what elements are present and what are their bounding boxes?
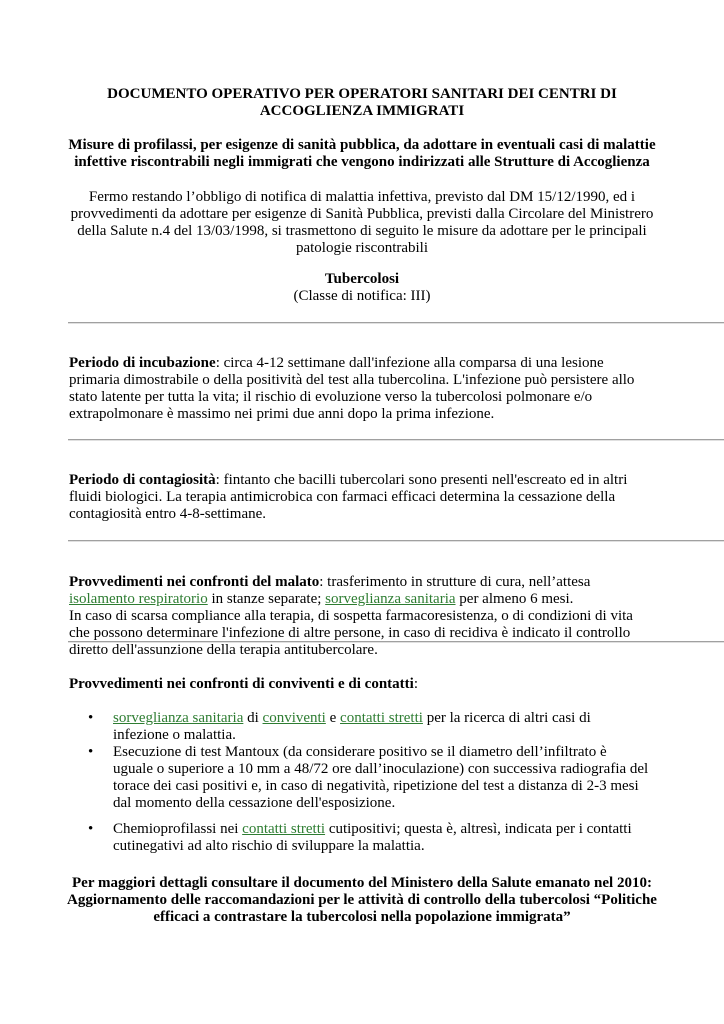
list-item-text: per la ricerca di altri casi di infezione o malattia. <box>113 710 591 743</box>
bullet-icon: • <box>88 744 94 760</box>
list-item <box>69 710 649 744</box>
patient-text: in stanze separate; <box>207 591 326 607</box>
surveillance-link[interactable]: sorveglianza sanitaria <box>113 710 244 726</box>
notification-class: (Classe di notifica: III) <box>293 288 431 304</box>
contagion-text: : fintanto che bacilli tubercolari sono presenti nell'escreato ed in altri fluidi biologici. La terapia antimicrobica con farmaci efficaci determina la cessazione della contagiosità entro 4-8-settimane. <box>69 472 628 522</box>
disease-heading <box>60 271 664 305</box>
contagion-paragraph <box>69 472 649 523</box>
isolation-link[interactable]: isolamento respiratorio <box>69 591 208 607</box>
intro-paragraph: Fermo restando l’obbligo di notifica di malattia infettiva, previsto dal DM 15/12/1990, ed i provvedimenti da adottare per esigenze di Sanità Pubblica, previsti dalla Circolare del Ministrero della Salute n.4 del 13/03/1998, si trasmettono di seguito le misure da adottare per le principali patologie riscontrabili <box>70 189 654 256</box>
bullet-icon: • <box>88 821 94 837</box>
incubation-label: Periodo di incubazione <box>69 355 216 371</box>
disease-name: Tubercolosi <box>324 271 400 287</box>
divider <box>68 540 724 542</box>
close-contacts-link[interactable]: contatti stretti <box>242 821 326 837</box>
list-item-text: e <box>325 710 341 726</box>
list-item <box>69 821 649 855</box>
document-subtitle: Misure di profilassi, per esigenze di sanità pubblica, da adottare in eventuali casi di malattie infettive riscontrabili negli immigrati che vengono indirizzati alle Strutture di Accoglienza <box>68 137 656 170</box>
list-item <box>69 744 649 812</box>
divider <box>68 641 724 643</box>
divider <box>68 439 724 441</box>
divider <box>68 322 724 324</box>
patient-text: per almeno 6 mesi. <box>455 591 574 607</box>
cohabitants-link[interactable]: conviventi <box>262 710 326 726</box>
patient-text: : trasferimento in strutture di cura, nell’attesa <box>319 574 591 590</box>
bullet-icon: • <box>88 710 94 726</box>
contacts-heading <box>69 676 649 693</box>
incubation-text: : circa 4-12 settimane dall'infezione alla comparsa di una lesione primaria dimostrabile o della positività del test alla tubercolina. L'infezione può persistere allo stato latente per tutta la vita; il rischio di evoluzione verso la tubercolosi polmonare e/o extrapolmonare è massimo nei primi due anni dopo la prima infezione. <box>69 355 635 422</box>
list-item-text: cutipositivi; questa è, altresì, indicata per i contatti cutinegativi ad alto rischio di sviluppare la malattia. <box>113 821 632 854</box>
contagion-label: Periodo di contagiosità <box>69 472 216 488</box>
footer-note: Per maggiori dettagli consultare il documento del Ministero della Salute emanato nel 2010: Aggiornamento delle raccomandazioni per le attività di controllo della tubercolosi “Politiche efficaci a contrastare la tubercolosi nella popolazione immigrata” <box>67 875 657 925</box>
incubation-paragraph <box>69 355 649 423</box>
surveillance-link[interactable]: sorveglianza sanitaria <box>325 591 456 607</box>
patient-label: Provvedimenti nei confronti del malato <box>69 574 320 590</box>
list-item-text: di <box>243 710 263 726</box>
contacts-list <box>69 710 649 855</box>
document-title: DOCUMENTO OPERATIVO PER OPERATORI SANITARI DEI CENTRI DI ACCOGLIENZA IMMIGRATI <box>107 86 617 119</box>
list-item-text: Esecuzione di test Mantoux (da considerare positivo se il diametro dell’infiltrato è uguale o superiore a 10 mm a 48/72 ore dall’inoculazione) con successiva radiografia del torace dei casi positivi e, in caso di negatività, ripetizione del test a distanza di 2-3 mesi dal momento della cessazione dell'esposizione. <box>113 744 649 811</box>
close-contacts-link[interactable]: contatti stretti <box>340 710 423 726</box>
patient-paragraph <box>69 574 649 659</box>
patient-text: In caso di scarsa compliance alla terapia, di sospetta farmacoresistenza, o di condizioni di vita che possono determinare l'infezione di altre persone, in caso di recidiva è indicato il controllo diretto dell'assunzione della terapia antitubercolare. <box>69 608 633 658</box>
list-item-text: Chemioprofilassi nei <box>113 821 243 837</box>
contacts-colon: : <box>413 676 419 692</box>
contacts-label: Provvedimenti nei confronti di conviventi e di contatti <box>69 676 414 692</box>
